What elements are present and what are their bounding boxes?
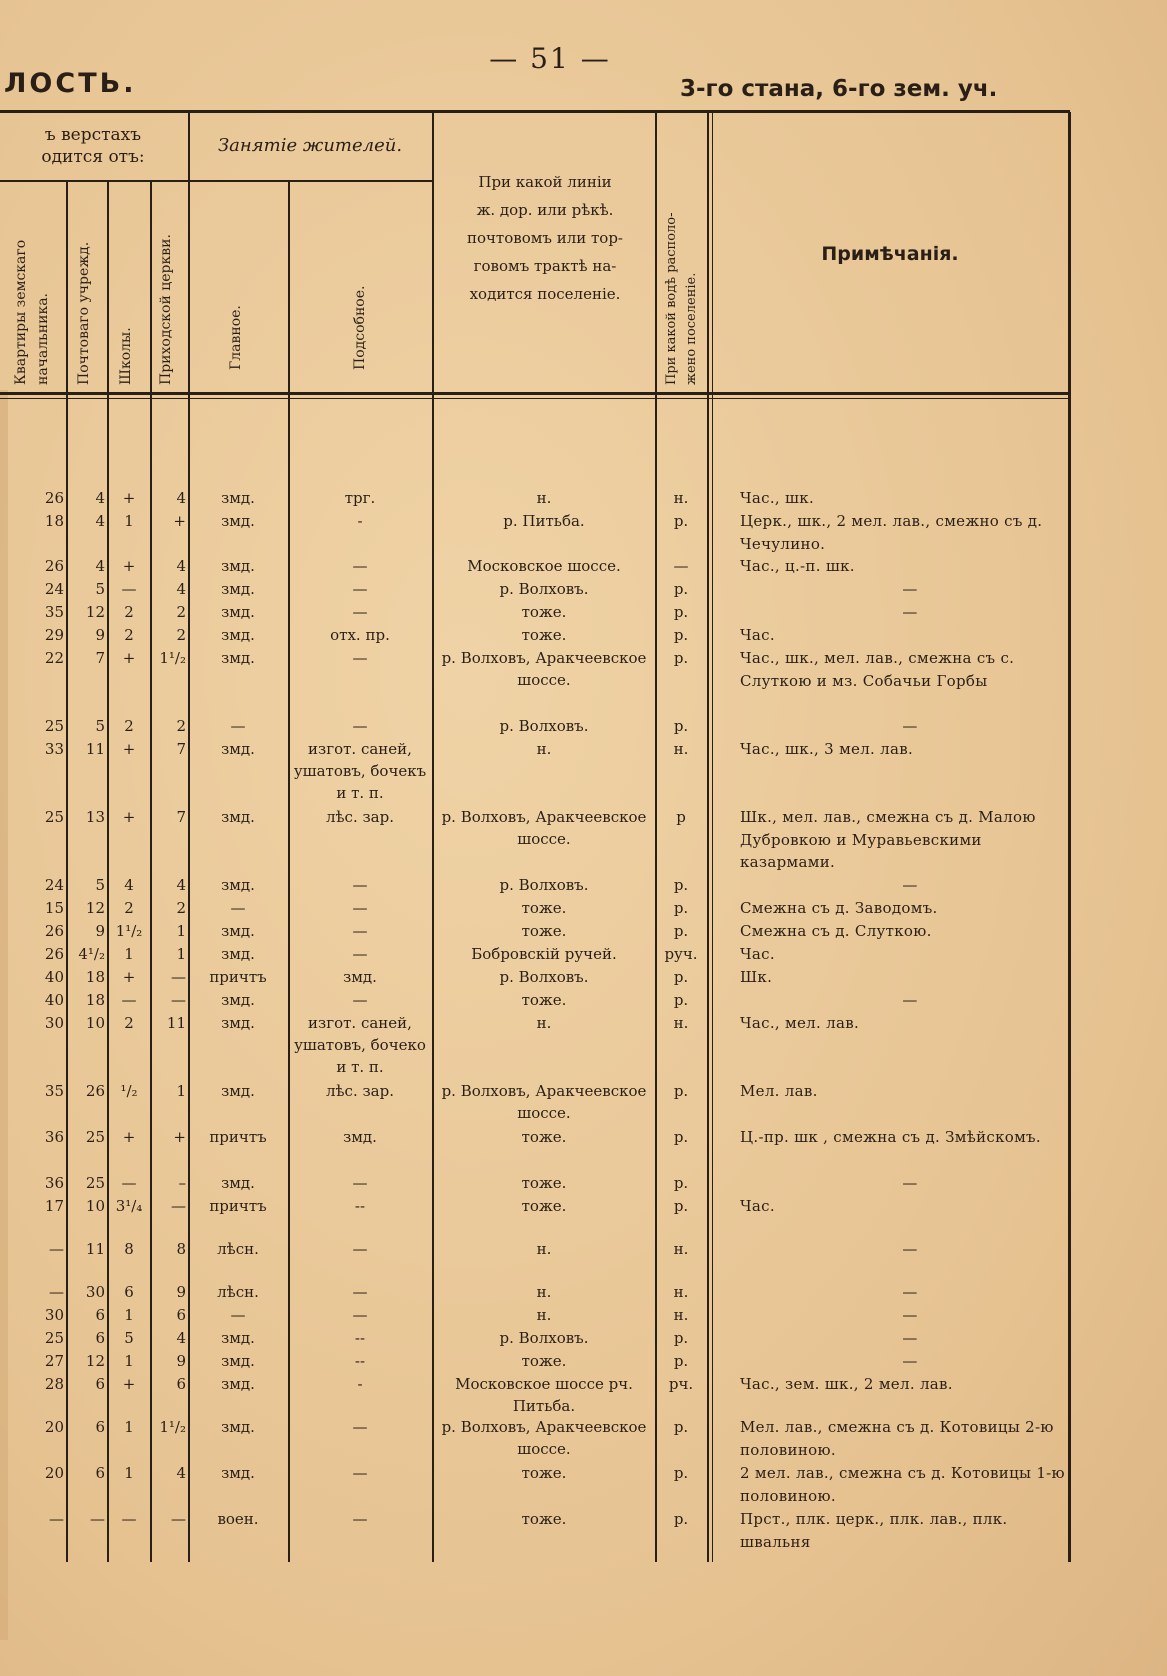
- cell-notes: Шк.: [740, 968, 773, 986]
- cell-zem: 22: [44, 649, 64, 667]
- cell-notes: Час.: [740, 945, 775, 963]
- cell-school: +: [122, 968, 136, 986]
- cell-church: +: [173, 512, 186, 530]
- cell-water: р: [676, 808, 686, 826]
- cell-route: Бобровскій ручей.: [471, 945, 617, 963]
- cell-post: 12: [85, 899, 105, 917]
- cell-aux: змд.: [343, 1128, 377, 1146]
- cell-notes: Прст., плк. церк., плк. лав., плк. швальня: [740, 1510, 1008, 1551]
- col-line-8b: [712, 112, 713, 1562]
- cell-water: р.: [673, 1418, 689, 1436]
- cell-water: р.: [673, 717, 689, 735]
- cell-church: 7: [176, 808, 186, 826]
- cell-notes: Час., шк.: [740, 489, 815, 507]
- cell-notes: Смежна съ д. Заводомъ.: [740, 899, 938, 917]
- cell-water: р.: [673, 1329, 689, 1347]
- cell-zem: 24: [44, 580, 64, 598]
- cell-water: н.: [673, 1283, 689, 1301]
- cell-aux: —: [352, 1283, 368, 1301]
- cell-zem: 20: [44, 1418, 64, 1436]
- cell-church: 4: [176, 580, 186, 598]
- cell-church: 9: [176, 1352, 186, 1370]
- cell-school: +: [122, 489, 136, 507]
- cell-main: —: [230, 899, 246, 917]
- cell-zem: 36: [44, 1128, 64, 1146]
- cell-church: 4: [176, 489, 186, 507]
- cell-route: тоже.: [521, 1128, 567, 1146]
- cell-main: воен.: [217, 1510, 259, 1528]
- cell-school: 5: [124, 1329, 134, 1347]
- cell-school: 1: [124, 1418, 134, 1436]
- cell-route: тоже.: [521, 1464, 567, 1482]
- cell-route: тоже.: [521, 1197, 567, 1215]
- cell-notes: Шк., мел. лав., смежна съ д. Малою Дубровкою и Муравьевскими казармами.: [740, 808, 1036, 871]
- cell-main: змд.: [221, 1174, 255, 1192]
- cell-water: р.: [673, 876, 689, 894]
- dist-church-header: Приходской церкви.: [158, 234, 174, 385]
- cell-zem: 25: [44, 808, 64, 826]
- cell-route: р. Волховъ, Аракчеевское шоссе.: [441, 649, 647, 689]
- cell-water: р.: [673, 1464, 689, 1482]
- cell-route: н.: [536, 740, 552, 758]
- cell-zem: 40: [44, 991, 64, 1009]
- cell-route: тоже.: [521, 991, 567, 1009]
- cell-aux: —: [352, 717, 368, 735]
- cell-notes: —: [902, 1352, 918, 1370]
- cell-notes: —: [902, 717, 918, 735]
- cell-water: н.: [673, 1240, 689, 1258]
- cell-aux: —: [352, 1464, 368, 1482]
- cell-school: +: [122, 740, 136, 758]
- cell-school: 6: [124, 1283, 134, 1301]
- cell-post: 6: [95, 1418, 105, 1436]
- cell-school: 1¹/₂: [115, 922, 143, 940]
- cell-water: р.: [673, 1128, 689, 1146]
- cell-school: 2: [124, 899, 134, 917]
- cell-route: р. Волховъ.: [499, 580, 589, 598]
- cell-zem: 36: [44, 1174, 64, 1192]
- cell-water: р.: [673, 512, 689, 530]
- cell-church: 2: [176, 603, 186, 621]
- cell-church: +: [173, 1128, 186, 1146]
- cell-school: 4: [124, 876, 134, 894]
- cell-post: 12: [85, 603, 105, 621]
- cell-notes: Час.: [740, 626, 775, 644]
- cell-zem: 26: [44, 489, 64, 507]
- cell-post: 25: [85, 1128, 105, 1146]
- cell-route: р. Волховъ.: [499, 876, 589, 894]
- cell-school: 8: [124, 1240, 134, 1258]
- cell-aux: змд.: [343, 968, 377, 986]
- cell-notes: —: [902, 603, 918, 621]
- cell-water: р.: [673, 1510, 689, 1528]
- cell-route: н.: [536, 1014, 552, 1032]
- cell-main: змд.: [221, 626, 255, 644]
- cell-route: р. Волховъ.: [499, 717, 589, 735]
- cell-main: змд.: [221, 580, 255, 598]
- cell-route: тоже.: [521, 922, 567, 940]
- cell-main: —: [230, 717, 246, 735]
- cell-zem: 28: [44, 1375, 64, 1393]
- cell-school: +: [122, 649, 136, 667]
- cell-main: змд.: [221, 740, 255, 758]
- cell-zem: 15: [44, 899, 64, 917]
- cell-main: змд.: [221, 991, 255, 1009]
- cell-aux: --: [354, 1197, 366, 1215]
- cell-main: змд.: [221, 1082, 255, 1100]
- cell-main: —: [230, 1306, 246, 1324]
- cell-aux: трг.: [344, 489, 376, 507]
- cell-zem: 40: [44, 968, 64, 986]
- occupation-group-header: Занятіе жителей.: [217, 135, 403, 156]
- cell-route: р. Волховъ, Аракчеевское шоссе.: [441, 808, 647, 848]
- cell-zem: 17: [44, 1197, 64, 1215]
- cell-zem: 26: [44, 945, 64, 963]
- cell-church: 4: [176, 1464, 186, 1482]
- cell-zem: 26: [44, 922, 64, 940]
- cell-post: 4¹/₂: [78, 945, 105, 963]
- cell-aux: —: [352, 922, 368, 940]
- col-line-6: [432, 112, 434, 1562]
- cell-post: 25: [85, 1174, 105, 1192]
- cell-main: змд.: [221, 1329, 255, 1347]
- cell-school: —: [121, 991, 137, 1009]
- cell-post: 5: [95, 876, 105, 894]
- cell-aux: --: [354, 1329, 366, 1347]
- cell-aux: —: [352, 603, 368, 621]
- notes-header: Примѣчанія.: [821, 243, 959, 265]
- cell-aux: -: [357, 1375, 363, 1393]
- cell-zem: 33: [44, 740, 64, 758]
- cell-zem: 35: [44, 1082, 64, 1100]
- cell-church: —: [171, 1510, 186, 1528]
- cell-main: змд.: [221, 876, 255, 894]
- cell-route: тоже.: [521, 1510, 567, 1528]
- cell-post: 6: [95, 1306, 105, 1324]
- cell-school: +: [122, 1375, 136, 1393]
- cell-notes: —: [902, 580, 918, 598]
- cell-route: р. Волховъ, Аракчеевское шоссе.: [441, 1082, 647, 1122]
- cell-post: 10: [85, 1014, 105, 1032]
- cell-zem: 30: [44, 1306, 64, 1324]
- cell-post: 10: [85, 1197, 105, 1215]
- cell-school: —: [121, 1174, 137, 1192]
- cell-notes: Церк., шк., 2 мел. лав., смежно съ д. Чечулино.: [740, 512, 1043, 553]
- cell-water: р.: [673, 603, 689, 621]
- cell-zem: 24: [44, 876, 64, 894]
- cell-notes: —: [902, 1283, 918, 1301]
- header-right-title: 3-го стана, 6-го зем. уч.: [680, 76, 998, 102]
- cell-main: змд.: [221, 489, 255, 507]
- cell-notes: —: [902, 1306, 918, 1324]
- header-bottom-rule: [0, 392, 1070, 395]
- cell-route: тоже.: [521, 603, 567, 621]
- dist-zem-header: Квартиры земскаго начальника.: [13, 239, 51, 385]
- cell-main: лѣсн.: [217, 1240, 259, 1258]
- cell-church: 1¹/₂: [159, 1418, 186, 1436]
- cell-school: +: [122, 808, 136, 826]
- cell-route: р. Питьба.: [503, 512, 585, 530]
- route-header: При какой линіи ж. дор. или рѣкѣ. почтовомъ или тор- говомъ трактѣ на- ходится поселеніе.: [466, 173, 624, 303]
- cell-school: —: [121, 1510, 137, 1528]
- cell-aux: —: [352, 945, 368, 963]
- distance-group-rule: [0, 180, 188, 182]
- cell-aux: —: [352, 580, 368, 598]
- cell-post: 11: [85, 1240, 105, 1258]
- cell-post: 30: [85, 1283, 105, 1301]
- cell-aux: —: [352, 1418, 368, 1436]
- cell-school: 2: [124, 603, 134, 621]
- cell-post: 12: [85, 1352, 105, 1370]
- cell-route: Московское шоссе.: [467, 557, 621, 575]
- cell-zem: —: [49, 1510, 64, 1528]
- cell-church: 1: [176, 1082, 186, 1100]
- cell-water: н.: [673, 489, 689, 507]
- cell-church: 4: [176, 557, 186, 575]
- cell-route: Московское шоссе рч. Питьба.: [455, 1375, 633, 1415]
- cell-water: р.: [673, 899, 689, 917]
- cell-notes: —: [902, 1174, 918, 1192]
- cell-aux: —: [352, 1510, 368, 1528]
- cell-water: р.: [673, 1082, 689, 1100]
- cell-school: 1: [124, 1352, 134, 1370]
- cell-aux: -: [357, 512, 363, 530]
- cell-aux: —: [352, 1240, 368, 1258]
- cell-aux: изгот. саней, ушатовъ, бочеко и т. п.: [294, 1014, 426, 1076]
- cell-aux: отх. пр.: [330, 626, 390, 644]
- cell-church: 6: [176, 1306, 186, 1324]
- cell-aux: лѣс. зар.: [325, 1082, 394, 1100]
- cell-notes: Час., шк., мел. лав., смежна съ с. Слуткою и мз. Собачьи Горбы: [740, 649, 1015, 690]
- cell-post: 4: [95, 512, 105, 530]
- cell-notes: —: [902, 1240, 918, 1258]
- cell-zem: 18: [44, 512, 64, 530]
- cell-main: змд.: [221, 1014, 255, 1032]
- cell-route: н.: [536, 1306, 552, 1324]
- cell-aux: --: [354, 1352, 366, 1370]
- dist-school-header: Школы.: [118, 327, 134, 385]
- cell-post: 6: [95, 1464, 105, 1482]
- cell-notes: Час., ц.-п. шк.: [740, 557, 855, 575]
- cell-route: тоже.: [521, 1174, 567, 1192]
- cell-post: 4: [95, 557, 105, 575]
- cell-main: змд.: [221, 808, 255, 826]
- cell-post: 9: [95, 626, 105, 644]
- cell-main: змд.: [221, 603, 255, 621]
- distance-group-header: ъ верстахъ одится отъ:: [41, 125, 145, 167]
- cell-zem: —: [49, 1240, 64, 1258]
- cell-church: 2: [176, 717, 186, 735]
- cell-aux: —: [352, 876, 368, 894]
- cell-church: 9: [176, 1283, 186, 1301]
- cell-church: 8: [176, 1240, 186, 1258]
- cell-notes: Мел. лав., смежна съ д. Котовицы 2-ю половиною.: [740, 1418, 1054, 1459]
- cell-church: 2: [176, 626, 186, 644]
- cell-main: змд.: [221, 1418, 255, 1436]
- cell-main: змд.: [221, 1464, 255, 1482]
- cell-main: лѣсн.: [217, 1283, 259, 1301]
- cell-school: 2: [124, 1014, 134, 1032]
- cell-school: 2: [124, 717, 134, 735]
- cell-water: н.: [673, 1306, 689, 1324]
- cell-church: 4: [176, 876, 186, 894]
- cell-aux: изгот. саней, ушатовъ, бочекъ и т. п.: [293, 740, 427, 802]
- cell-main: змд.: [221, 649, 255, 667]
- cell-water: —: [673, 557, 689, 575]
- cell-aux: —: [352, 1306, 368, 1324]
- cell-main: змд.: [221, 1352, 255, 1370]
- cell-church: —: [171, 968, 186, 986]
- cell-church: –: [178, 1174, 186, 1192]
- occ-aux-header: Подсобное.: [352, 285, 368, 370]
- cell-main: причтъ: [209, 968, 267, 986]
- cell-main: змд.: [221, 922, 255, 940]
- cell-water: р.: [673, 991, 689, 1009]
- cell-post: 5: [95, 580, 105, 598]
- cell-notes: Смежна съ д. Слуткою.: [740, 922, 932, 940]
- cell-route: тоже.: [521, 626, 567, 644]
- cell-zem: 25: [44, 717, 64, 735]
- cell-route: н.: [536, 1240, 552, 1258]
- cell-post: 5: [95, 717, 105, 735]
- cell-main: причтъ: [209, 1128, 267, 1146]
- cell-notes: Час., зем. шк., 2 мел. лав.: [740, 1375, 953, 1393]
- cell-school: +: [122, 1128, 136, 1146]
- occupation-group-rule: [188, 180, 432, 182]
- cell-route: тоже.: [521, 1352, 567, 1370]
- cell-post: 18: [85, 968, 105, 986]
- cell-water: р.: [673, 968, 689, 986]
- cell-water: р.: [673, 1174, 689, 1192]
- cell-school: 1: [124, 1464, 134, 1482]
- page-edge-shadow: [0, 390, 8, 1640]
- cell-aux: —: [352, 649, 368, 667]
- col-line-8: [707, 112, 709, 1562]
- cell-post: 18: [85, 991, 105, 1009]
- cell-post: 7: [95, 649, 105, 667]
- cell-school: 1: [124, 512, 134, 530]
- cell-aux: —: [352, 899, 368, 917]
- cell-post: 11: [85, 740, 105, 758]
- cell-route: р. Волховъ.: [499, 968, 589, 986]
- cell-church: —: [171, 1197, 186, 1215]
- cell-post: —: [90, 1510, 105, 1528]
- cell-notes: 2 мел. лав., смежна съ д. Котовицы 1-ю половиною.: [740, 1464, 1065, 1505]
- cell-notes: Час.: [740, 1197, 775, 1215]
- cell-church: 1¹/₂: [159, 649, 186, 667]
- cell-zem: 35: [44, 603, 64, 621]
- cell-school: 1: [124, 945, 134, 963]
- cell-zem: 20: [44, 1464, 64, 1482]
- cell-notes: Час., шк., 3 мел. лав.: [740, 740, 914, 758]
- cell-aux: —: [352, 991, 368, 1009]
- cell-water: р.: [673, 1197, 689, 1215]
- occ-main-header: Главное.: [228, 305, 244, 370]
- cell-aux: —: [352, 557, 368, 575]
- cell-notes: —: [902, 876, 918, 894]
- top-rule: [0, 110, 1070, 113]
- cell-notes: —: [902, 1329, 918, 1347]
- cell-main: змд.: [221, 512, 255, 530]
- cell-water: рч.: [668, 1375, 694, 1393]
- cell-notes: Мел. лав.: [740, 1082, 818, 1100]
- cell-church: 1: [176, 922, 186, 940]
- cell-water: н.: [673, 1014, 689, 1032]
- cell-route: р. Волховъ, Аракчеевское шоссе.: [441, 1418, 647, 1458]
- cell-notes: Час., мел. лав.: [740, 1014, 860, 1032]
- cell-post: 6: [95, 1375, 105, 1393]
- cell-route: н.: [536, 1283, 552, 1301]
- cell-water: р.: [673, 1352, 689, 1370]
- cell-zem: 29: [44, 626, 64, 644]
- cell-church: 11: [166, 1014, 186, 1032]
- cell-zem: 27: [44, 1352, 64, 1370]
- cell-zem: —: [49, 1283, 64, 1301]
- cell-water: р.: [673, 580, 689, 598]
- cell-water: р.: [673, 626, 689, 644]
- cell-zem: 26: [44, 557, 64, 575]
- cell-aux: —: [352, 1174, 368, 1192]
- header-bottom-rule-2: [0, 398, 1070, 399]
- header-left-title: ЛОСТЬ.: [4, 68, 137, 99]
- cell-post: 4: [95, 489, 105, 507]
- cell-zem: 30: [44, 1014, 64, 1032]
- cell-notes: —: [902, 991, 918, 1009]
- cell-post: 6: [95, 1329, 105, 1347]
- cell-water: р.: [673, 922, 689, 940]
- cell-main: змд.: [221, 945, 255, 963]
- cell-church: 6: [176, 1375, 186, 1393]
- dist-post-header: Почтоваго учрежд.: [76, 241, 92, 385]
- cell-route: р. Волховъ.: [499, 1329, 589, 1347]
- cell-main: змд.: [221, 557, 255, 575]
- cell-route: тоже.: [521, 899, 567, 917]
- page-number: — 51 —: [489, 42, 611, 75]
- cell-post: 9: [95, 922, 105, 940]
- cell-notes: Ц.-пр. шк , смежна съ д. Змѣйскомъ.: [740, 1128, 1041, 1146]
- cell-church: —: [171, 991, 186, 1009]
- cell-post: 13: [85, 808, 105, 826]
- water-header: При какой водѣ располо- жено поселеніе.: [664, 212, 699, 385]
- cell-school: +: [122, 557, 136, 575]
- cell-zem: 25: [44, 1329, 64, 1347]
- cell-post: 26: [85, 1082, 105, 1100]
- cell-church: 1: [176, 945, 186, 963]
- cell-water: н.: [673, 740, 689, 758]
- cell-church: 4: [176, 1329, 186, 1347]
- cell-church: 2: [176, 899, 186, 917]
- cell-school: 3¹/₄: [115, 1197, 143, 1215]
- cell-main: причтъ: [209, 1197, 267, 1215]
- cell-school: 2: [124, 626, 134, 644]
- cell-main: змд.: [221, 1375, 255, 1393]
- cell-school: 1: [124, 1306, 134, 1324]
- cell-route: н.: [536, 489, 552, 507]
- cell-school: ¹/₂: [120, 1082, 138, 1100]
- cell-water: р.: [673, 649, 689, 667]
- cell-water: руч.: [664, 945, 698, 963]
- cell-aux: лѣс. зар.: [325, 808, 394, 826]
- cell-church: 7: [176, 740, 186, 758]
- cell-school: —: [121, 580, 137, 598]
